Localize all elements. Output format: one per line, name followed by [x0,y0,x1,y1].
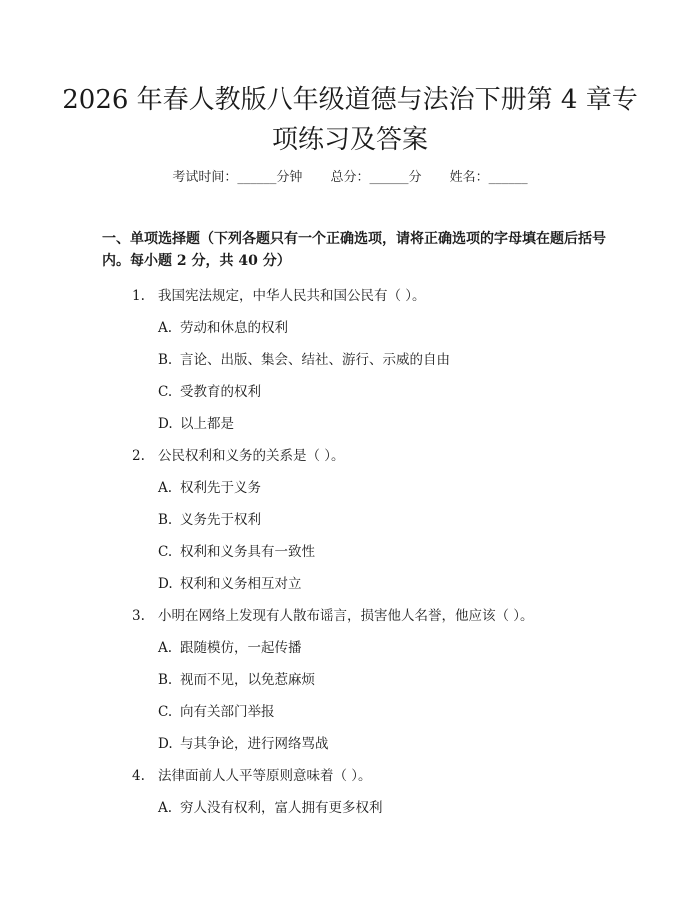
total-score: 总分：______分 [330,170,422,185]
option-letter: C. [158,704,173,720]
option-text: 权利和义务具有一致性 [180,544,315,560]
option-letter: C. [158,384,173,400]
option-2d [158,574,302,594]
option-text: 义务先于权利 [180,512,261,528]
option-2a [158,478,261,498]
question-number: 1. [132,288,145,304]
option-3c [158,702,275,722]
option-1a [158,318,288,338]
option-text: 权利先于义务 [180,480,261,496]
option-3d [158,734,329,754]
question-number: 2. [132,448,145,464]
option-letter: A. [158,640,173,656]
option-1b [158,350,450,370]
option-letter: B. [158,512,173,528]
option-4a [158,798,383,818]
option-2b [158,510,261,530]
option-text: 权利和义务相互对立 [180,576,302,592]
option-text: 劳动和休息的权利 [180,320,288,336]
option-letter: A. [158,320,173,336]
student-name: 姓名：______ [449,170,528,185]
question-2 [132,446,345,466]
option-3b [158,670,315,690]
option-text: 视而不见，以免惹麻烦 [180,672,315,688]
option-1d [158,414,234,434]
question-text: 我国宪法规定，中华人民共和国公民有（ ）。 [158,288,426,304]
option-1c [158,382,261,402]
section-heading: 一、单项选择题（下列各题只有一个正确选项，请将正确选项的字母填在题后括号内。每小题 2 分，共 40 分） [102,231,606,269]
question-number: 3. [132,608,145,624]
option-letter: A. [158,480,173,496]
option-text: 跟随模仿，一起传播 [180,640,302,656]
question-3 [132,606,534,626]
document-title: 2026 年春人教版八年级道德与法治下册第 4 章专项练习及答案 [62,85,638,155]
question-number: 4. [132,768,145,784]
option-3a [158,638,302,658]
option-letter: D. [158,736,173,752]
option-letter: A. [158,800,173,816]
option-letter: C. [158,544,173,560]
option-letter: B. [158,672,173,688]
question-text: 公民权利和义务的关系是（ ）。 [158,448,345,464]
question-1 [132,286,426,306]
option-text: 受教育的权利 [180,384,261,400]
option-text: 与其争论，进行网络骂战 [180,736,329,752]
question-text: 小明在网络上发现有人散布谣言，损害他人名誉，他应该（ ）。 [158,608,534,624]
question-4 [132,766,372,786]
question-text: 法律面前人人平等原则意味着（ ）。 [158,768,372,784]
option-text: 言论、出版、集会、结社、游行、示威的自由 [180,352,450,368]
option-letter: D. [158,416,173,432]
option-text: 穷人没有权利，富人拥有更多权利 [180,800,383,816]
option-letter: B. [158,352,173,368]
option-text: 向有关部门举报 [180,704,275,720]
exam-info [0,168,700,188]
option-2c [158,542,315,562]
exam-time: 考试时间：______分钟 [172,170,303,185]
option-letter: D. [158,576,173,592]
option-text: 以上都是 [180,416,234,432]
